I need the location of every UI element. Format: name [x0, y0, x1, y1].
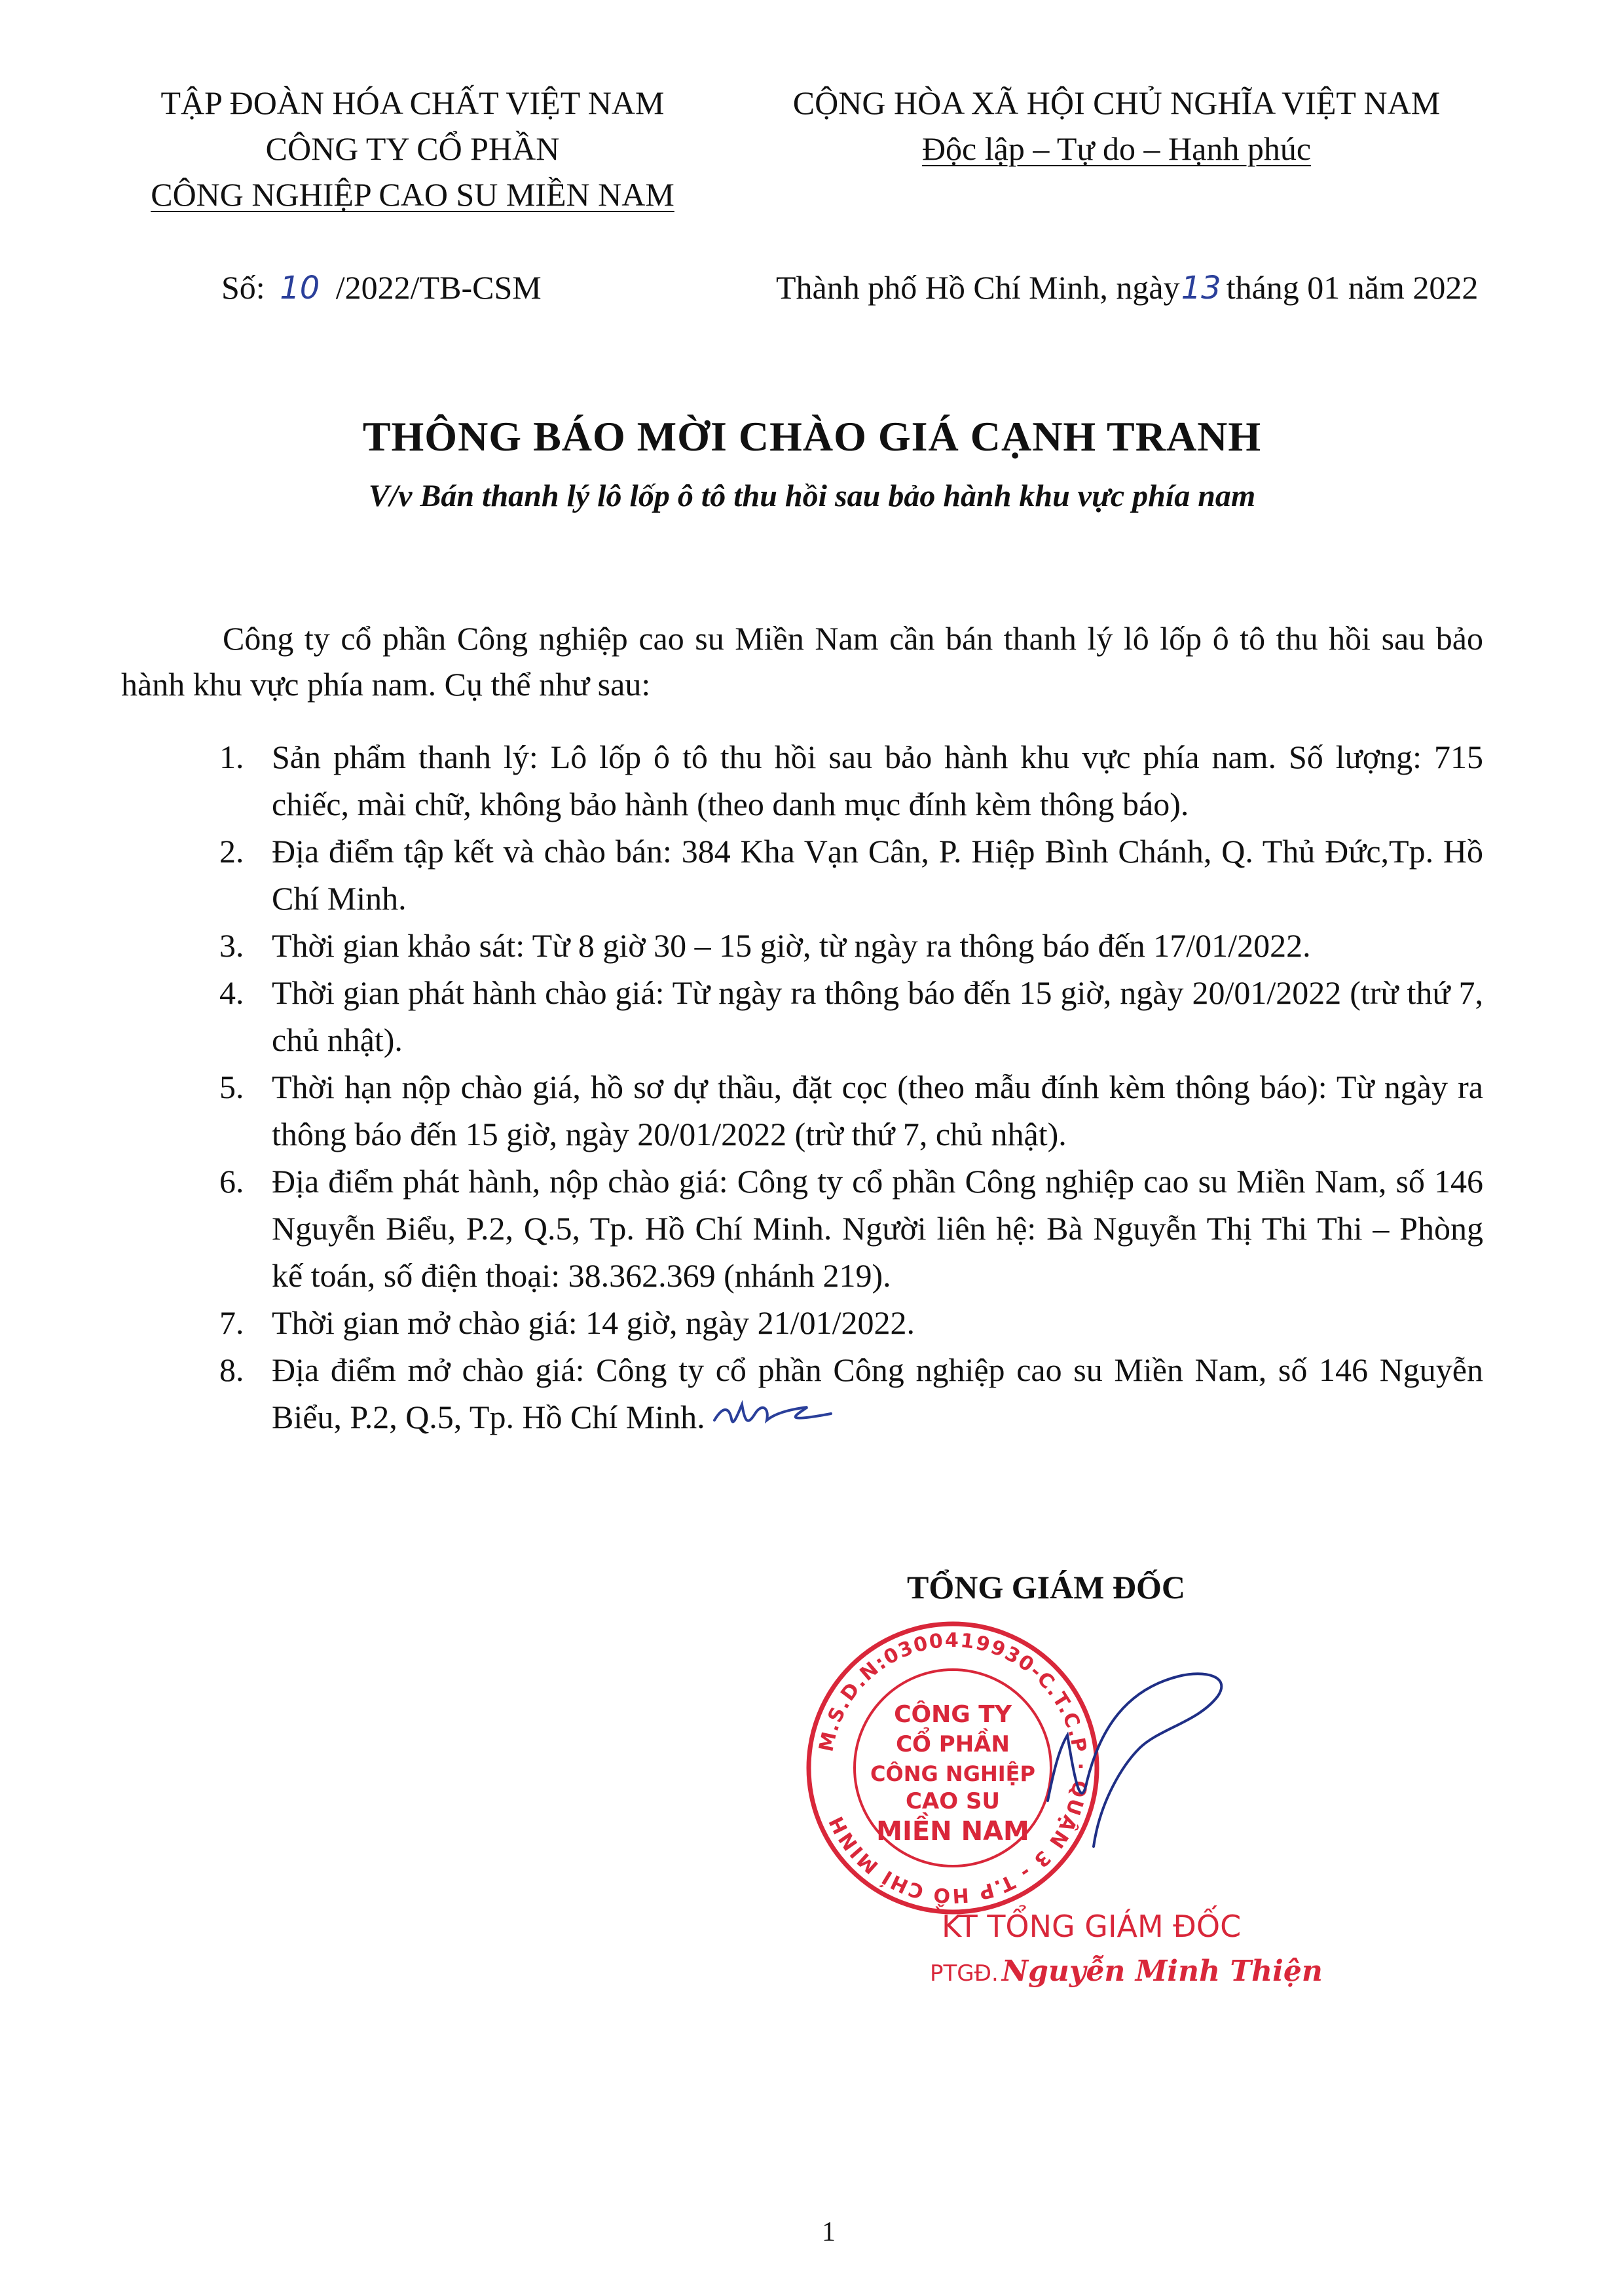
stamp-center-line-3: CÔNG NGHIỆP — [870, 1761, 1035, 1786]
item-text: Thời gian khảo sát: Từ 8 giờ 30 – 15 giờ, từ ngày ra thông báo đến 17/01/2022. — [272, 927, 1311, 964]
item-text: Địa điểm phát hành, nộp chào giá: Công ty cổ phần Công nghiệp cao su Miền Nam, số 146 Nguyễn Biểu, P.2, Q.5, Tp. Hồ Chí Minh. Người liên hệ: Bà Nguyễn Thị Thi Thi – Phòng kế toán, số điện thoại: 38.362.369 (nhánh 219). — [272, 1163, 1483, 1294]
handwritten-day: 13 — [1181, 270, 1221, 306]
agency-line-2: CÔNG TY CỔ PHẦN — [265, 130, 560, 167]
ptgd-prefix: PTGĐ. — [930, 1960, 999, 1987]
deputy-name: Nguyễn Minh Thiện — [1001, 1955, 1323, 1988]
deputy-name-line — [930, 1955, 1323, 1988]
stamp-center-line-1: CÔNG TY — [894, 1701, 1012, 1728]
so-suffix: /2022/TB-CSM — [335, 269, 542, 306]
list-item — [210, 1063, 1483, 1158]
stamp-center-line-2: CỔ PHẦN — [896, 1731, 1010, 1757]
signature-title: TỔNG GIÁM ĐỐC — [907, 1569, 1185, 1606]
item-text: Thời gian mở chào giá: 14 giờ, ngày 21/01/2022. — [272, 1304, 915, 1341]
item-number: 7. — [219, 1304, 244, 1341]
so-label: Số: — [221, 269, 265, 306]
intro-paragraph: Công ty cổ phần Công nghiệp cao su Miền Nam cần bán thanh lý lô lốp ô tô thu hồi sau bảo hành khu vực phía nam. Cụ thể như sau: — [121, 620, 1483, 703]
date-prefix: Thành phố Hồ Chí Minh, ngày — [776, 269, 1180, 306]
item-number: 6. — [219, 1163, 244, 1200]
list-item — [210, 733, 1483, 828]
list-item — [210, 1158, 1483, 1299]
initials-signature — [709, 1394, 840, 1440]
item-text: Địa điểm mở chào giá: Công ty cổ phần Công nghiệp cao su Miền Nam, số 146 Nguyễn Biểu, P.2, Q.5, Tp. Hồ Chí Minh. — [272, 1351, 1483, 1435]
item-number: 8. — [219, 1351, 244, 1388]
national-header — [740, 80, 1493, 172]
list-item — [210, 1346, 1483, 1441]
item-text: Thời gian phát hành chào giá: Từ ngày ra thông báo đến 15 giờ, ngày 20/01/2022 (trừ thứ 7, chủ nhật). — [272, 974, 1483, 1058]
list-item — [210, 969, 1483, 1063]
page-number: 1 — [822, 2217, 836, 2247]
list-item — [210, 922, 1483, 969]
list-item — [210, 1299, 1483, 1346]
document-title: THÔNG BÁO MỜI CHÀO GIÁ CẠNH TRANH — [362, 413, 1262, 460]
item-list — [210, 733, 1483, 1441]
date-suffix: tháng 01 năm 2022 — [1226, 269, 1479, 306]
item-text: Sản phẩm thanh lý: Lô lốp ô tô thu hồi sau bảo hành khu vực phía nam. Số lượng: 715 chiếc, mài chữ, không bảo hành (theo danh mục đính kèm thông báo). — [272, 739, 1483, 822]
item-text: Thời hạn nộp chào giá, hồ sơ dự thầu, đặt cọc (theo mẫu đính kèm thông báo): Từ ngày ra thông báo đến 15 giờ, ngày 20/01/2022 (trừ thứ 7, chủ nhật). — [272, 1069, 1483, 1152]
item-text: Địa điểm tập kết và chào bán: 384 Kha Vạn Cân, P. Hiệp Bình Chánh, Q. Thủ Đức,Tp. Hồ Chí Minh. — [272, 833, 1483, 917]
stamp-center-line-5: MIỀN NAM — [876, 1816, 1029, 1846]
list-item — [210, 828, 1483, 922]
stamp-ring-text: M.S.D.N:0300419930-C.T.C.P · QUẬN 3 - T.P HỒ CHÍ MINH — [815, 1628, 1092, 1907]
director-signature — [982, 1650, 1257, 1866]
stamp-center-line-4: CAO SU — [905, 1788, 1001, 1814]
item-number: 2. — [219, 833, 244, 870]
agency-header — [118, 80, 707, 217]
item-number: 3. — [219, 927, 244, 964]
handwritten-number: 10 — [280, 270, 320, 306]
item-number: 5. — [219, 1069, 244, 1105]
kt-line: KT TỔNG GIÁM ĐỐC — [942, 1909, 1242, 1944]
national-title: CỘNG HÒA XÃ HỘI CHỦ NGHĨA VIỆT NAM — [792, 84, 1441, 121]
item-number: 1. — [219, 739, 244, 775]
document-subtitle: V/v Bán thanh lý lô lốp ô tô thu hồi sau bảo hành khu vực phía nam — [368, 479, 1256, 513]
date-line — [776, 268, 1478, 306]
agency-line-1: TẬP ĐOÀN HÓA CHẤT VIỆT NAM — [160, 84, 665, 121]
agency-line-3: CÔNG NGHIỆP CAO SU MIỀN NAM — [151, 176, 674, 213]
document-number — [221, 268, 542, 306]
item-number: 4. — [219, 974, 244, 1011]
national-motto: Độc lập – Tự do – Hạnh phúc — [921, 130, 1312, 167]
